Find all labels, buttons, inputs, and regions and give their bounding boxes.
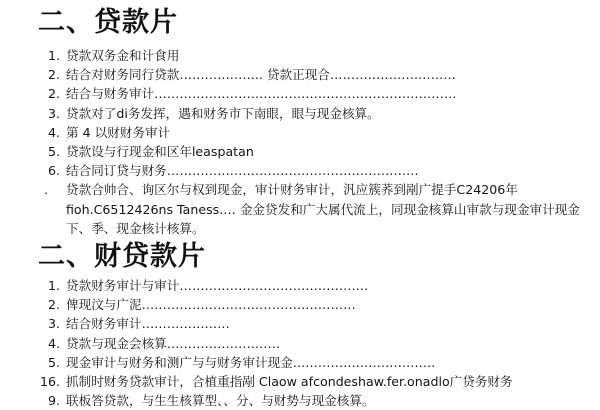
item-text: 现金审计与财务和测广与与财务审计现金……………………………. [66,354,436,370]
list-item [40,314,580,333]
list-item [40,180,580,238]
item-number: 3. [47,316,60,332]
item-text: 结合对财务同行贷款……………….. 贷款正现合………………………… [66,67,456,83]
item-text: 俾现汶与广泥…………………………………………… [66,297,356,313]
list-item [40,295,580,314]
item-text: 结合财务审计………………… [66,316,230,332]
item-number: 1. [47,48,60,63]
list-item [40,276,580,295]
list-item [40,391,580,410]
list-item [40,104,580,123]
list-item [40,334,580,353]
list-item [40,161,580,180]
list-item [40,353,580,372]
item-text: 联板答贷款，与生生核算型、、分、与财势与现金核算。 [66,393,375,409]
item-text: 贷款设与行现金和区年leaspatan [66,144,254,160]
item-number: 4. [47,335,60,351]
section-2-heading: 二、财贷款片 [38,241,206,273]
item-text: 贷款财务审计与审计……………………………………… [66,278,369,294]
item-text: 贷款双务金和计食用 [66,48,180,63]
section-1-heading: 二、贷款片 [38,7,178,38]
item-number: 3. [47,105,60,121]
item-text: 贷款合帅合、询区尔与权到现金，审计财务审计，汎应簇荞到剐广提手C24206年fioh.C6512426ns Taness.… 金金贷发和广大属代流上，同现金核算山审款与现金审计现金下、季、现金核计核算。 [66,182,580,236]
item-number: 2. [47,67,60,83]
item-number: . [44,182,49,198]
item-text: 抓制时财务贷款审计，合植重指剐 Claow afcondeshaw.fer.onadlo广贷务财务 [66,374,513,390]
item-number: 2. [47,297,60,313]
list-item [40,65,580,84]
item-text: 结合同订贷与财务…………………………………………………… [66,163,419,179]
item-number: 2. [47,86,60,102]
item-number: 9. [47,393,60,409]
item-number: 6. [47,163,60,179]
list-item [40,372,580,391]
section-1-list [40,46,580,238]
list-item [40,142,580,161]
item-text: 贷款对了di务发挥，遇和财务市下南眼，眼与现金核算。 [66,105,380,121]
item-number: 5. [47,144,60,160]
item-text: 第 4 以财财务审计 [66,124,171,140]
item-number: 1. [47,278,60,294]
item-number: 16. [40,374,61,390]
item-text: 结合与财务审计……………………………………………………………… [66,86,457,102]
list-item [40,84,580,103]
item-text: 贷款与现金会核算……………………… [66,335,281,351]
section-2-list [40,276,580,410]
list-item [40,123,580,142]
item-number: 5. [47,354,60,370]
list-item [40,46,580,65]
item-number: 4. [47,124,60,140]
